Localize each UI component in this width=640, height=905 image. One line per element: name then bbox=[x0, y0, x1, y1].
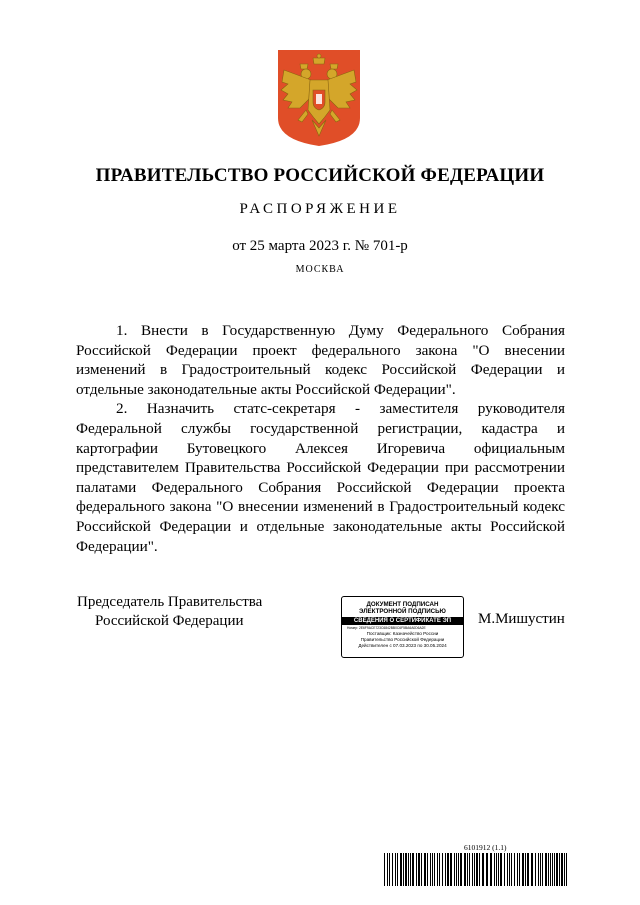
stamp-owner: Правительство Российской Федерации bbox=[360, 637, 445, 643]
signatory-position bbox=[77, 593, 262, 631]
city: МОСКВА bbox=[295, 264, 345, 275]
document-code: 6101912 (1.1) bbox=[464, 843, 507, 852]
stamp-banner: СВЕДЕНИЯ О СЕРТИФИКАТЕ ЭП bbox=[342, 617, 463, 625]
order-body bbox=[76, 321, 565, 556]
document-type: РАСПОРЯЖЕНИЕ bbox=[239, 201, 401, 217]
signatory-name: М.Мишустин bbox=[478, 611, 565, 627]
barcode bbox=[384, 853, 568, 886]
date-and-number: от 25 марта 2023 г. № 701-р bbox=[232, 238, 408, 254]
coat-of-arms-emblem bbox=[276, 48, 362, 148]
paragraph-1: 1. Внести в Государственную Думу Федерального Собрания Российской Федерации проект федерального закона "О внесении изменений в Градостроительный кодекс Российской Федерации и отдельные законодательные акты Российской Федерации". bbox=[76, 322, 565, 398]
electronic-signature-stamp bbox=[341, 596, 464, 658]
position-line-2: Российской Федерации bbox=[95, 613, 244, 629]
stamp-validity: Действителен с 07.03.2023 по 30.05.2024 bbox=[358, 643, 447, 649]
paragraph-2: 2. Назначить статс-секретаря - заместителя руководителя Федеральной службы государственной регистрации, кадастра и картографии Бутовецкого Алексея Игоревича официальным представителем Правительства Российской Федерации при рассмотрении палатами Федерального Собрания Российской Федерации проекта федерального закона "О внесении изменений в Градостроительный кодекс Российской Федерации и отдельные законодательные акты Российской Федерации". bbox=[76, 400, 565, 555]
stamp-cert-number: Номер: 2E6F9ACE723C6842BB0C6F5BA6A0D6A2E bbox=[347, 626, 426, 630]
stamp-line-1: ДОКУМЕНТ ПОДПИСАН bbox=[366, 601, 439, 608]
stamp-line-2: ЭЛЕКТРОННОЙ ПОДПИСЬЮ bbox=[359, 608, 446, 615]
government-title: ПРАВИТЕЛЬСТВО РОССИЙСКОЙ ФЕДЕРАЦИИ bbox=[95, 165, 545, 186]
position-line-1: Председатель Правительства bbox=[77, 594, 263, 610]
stamp-supplier: Поставщик: Казначейство России bbox=[366, 631, 439, 636]
